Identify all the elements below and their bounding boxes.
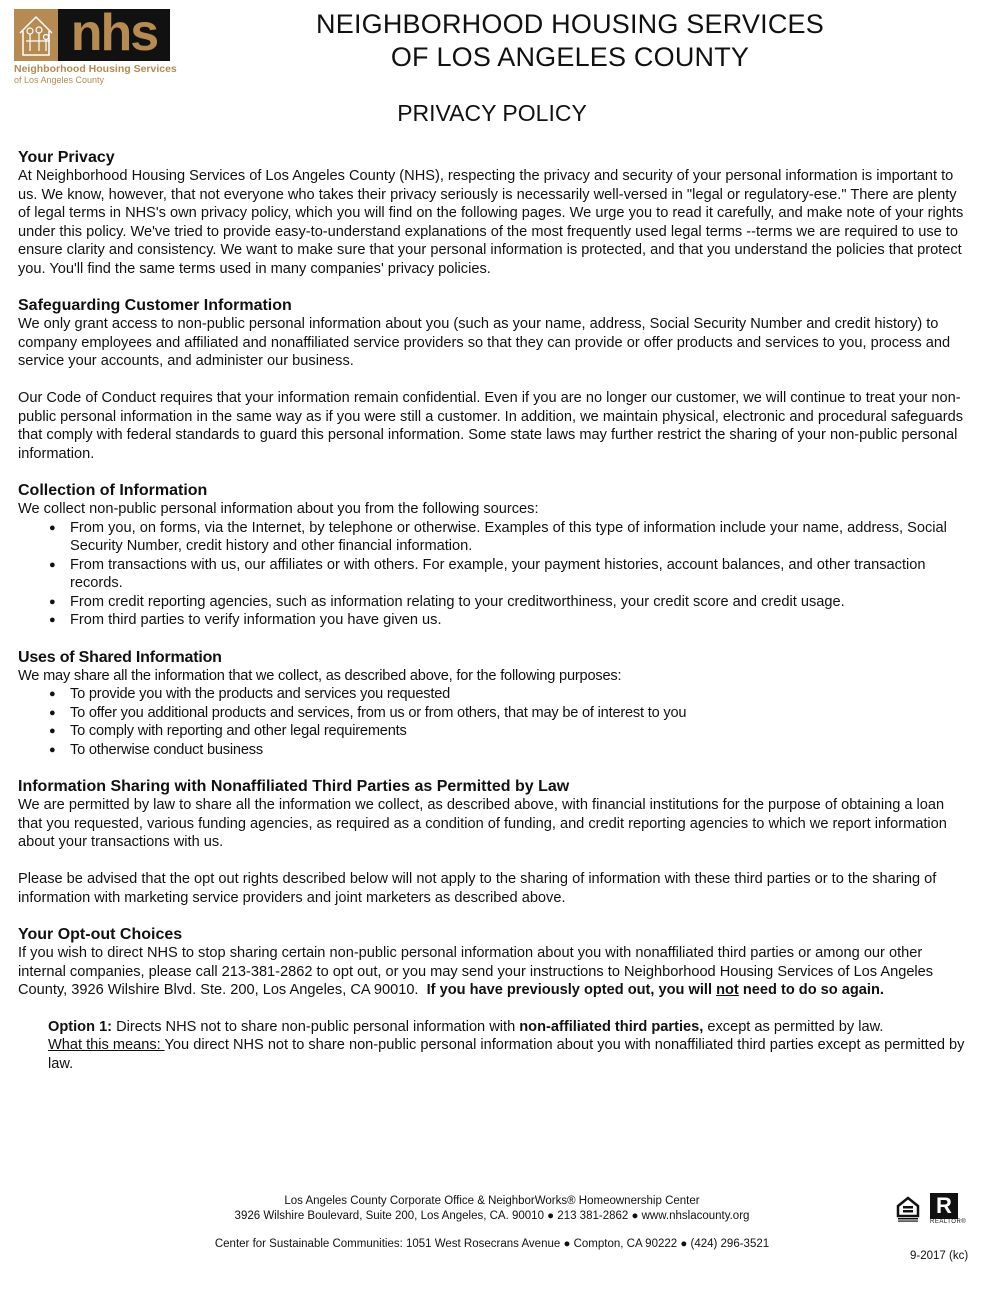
section-your-privacy: [18, 148, 968, 278]
nhs-logo: [14, 4, 177, 85]
section-opt-out: [18, 925, 968, 1073]
page-footer: [190, 1194, 794, 1252]
document-title: PRIVACY POLICY: [397, 100, 587, 126]
org-title-line2: OF LOS ANGELES COUNTY: [390, 42, 750, 72]
section-heading: Safeguarding Customer Information: [18, 297, 292, 314]
footer-office: Los Angeles County Corporate Office & NeighborWorks® Homeownership Center: [284, 1195, 700, 1207]
revision-code: 9-2017 (kc): [910, 1250, 969, 1262]
logo-org-name: Neighborhood Housing Services: [14, 63, 177, 75]
logo-wordmark: nhs: [58, 9, 170, 61]
section-safeguarding: [18, 296, 968, 463]
section-collection: [18, 481, 968, 630]
opt-out-option-1: Option 1: Directs NHS not to share non-public personal information with non-affiliated third parties, except as permitted by law. What this means: You direct NHS not to share non-public personal information about you with nonaffiliated third parties except as permitted by law.: [48, 1018, 965, 1072]
what-this-means-label: What this means:: [48, 1037, 165, 1053]
list-item: ● To comply with reporting and other legal requirements: [70, 722, 968, 741]
section-heading: Information Sharing with Nonaffiliated Third Parties as Permitted by Law: [18, 778, 570, 795]
section-heading: Your Opt-out Choices: [18, 926, 183, 943]
section-intro: We collect non-public personal information about you from the following sources:: [18, 501, 539, 517]
list-item: ● From third parties to verify information you have given us.: [70, 611, 968, 630]
section-heading: Collection of Information: [18, 482, 208, 499]
policy-content: [18, 148, 968, 1091]
footer-center: Center for Sustainable Communities: 1051 West Rosecrans Avenue ● Compton, CA 90222 ● (424) 296-3521: [214, 1238, 770, 1250]
section-sharing: [18, 777, 968, 907]
section-body: At Neighborhood Housing Services of Los Angeles County (NHS), respecting the privacy and security of your personal information is important to us. We know, however, that not everyone who takes their privacy seriously is necessarily well-versed in "legal or regulatory-ese." There are plenty of legal terms in NHS's own privacy policy, which you will find on the following pages. We urge you to read it carefully, and make note of your rights under this policy. We've tried to provide easy-to-understand explanations of the most frequently used legal terms --terms we are required to use to ensure clarity and consistency. We want to make sure that your personal information is protected, and that you understand the policies that protect you. You'll find the same terms used in many companies' privacy policies.: [18, 168, 964, 277]
section-intro: We may share all the information that we collect, as described above, for the following purposes:: [18, 667, 622, 684]
section-heading: Your Privacy: [18, 149, 115, 166]
section-heading: Uses of Shared Information: [18, 648, 222, 666]
opt-out-instructions: If you wish to direct NHS to stop sharing certain non-public personal information about you with nonaffiliated third parties or among our other internal companies, please call 213-381-2862 to opt out, or you may send your instructions to Neighborhood Housing Services of Los Angeles County, 3926 Wilshire Blvd. Ste. 200, Los Angeles, CA 90010.: [18, 945, 934, 998]
list-item: ● From transactions with us, our affiliates or with others. For example, your payment histories, account balances, and other transaction records.: [70, 556, 968, 593]
logo-org-region: of Los Angeles County: [14, 75, 105, 85]
footer-address: 3926 Wilshire Boulevard, Suite 200, Los Angeles, CA. 90010 ● 213 381-2862 ● www.nhslacounty.org: [234, 1210, 750, 1222]
section-body: We are permitted by law to share all the information we collect, as described above, with financial institutions for the purpose of obtaining a loan that you requested, various funding agencies, as required as a condition of funding, and credit reporting agencies to which we report information about your transactions with us.: [18, 797, 947, 850]
section-body: Please be advised that the opt out rights described below will not apply to the sharing of information with these third parties or to the sharing of information with marketing service providers and joint marketers as described above.: [18, 871, 937, 906]
uses-list: [18, 685, 968, 759]
realtor-label: REALTOR®: [930, 1219, 967, 1225]
list-item: ● To offer you additional products and services, from us or from others, that may be of interest to you: [70, 704, 968, 723]
list-item: ● From credit reporting agencies, such as information relating to your creditworthiness, your credit score and credit usage.: [70, 593, 968, 612]
what-this-means-text: You direct NHS not to share non-public personal information about you with nonaffiliated third parties except as permitted by law.: [48, 1037, 965, 1072]
organization-title: [300, 8, 840, 74]
realtor-logo: [930, 1193, 967, 1225]
collection-list: [18, 519, 968, 630]
list-item: ● To provide you with the products and services you requested: [70, 685, 968, 704]
house-family-icon: [14, 9, 58, 61]
equal-housing-opportunity-icon: [896, 1196, 920, 1222]
list-item: ● To otherwise conduct business: [70, 741, 968, 760]
opt-out-note: If you have previously opted out, you will not need to do so again.: [426, 982, 884, 998]
realtor-r-icon: R: [930, 1193, 958, 1219]
section-body: We only grant access to non-public personal information about you (such as your name, address, Social Security Number and credit history) to company employees and affiliated and nonaffiliated service providers so that they can provide or offer products and services to you, process and service your accounts, and administer our business.: [18, 316, 951, 369]
list-item: ● From you, on forms, via the Internet, by telephone or otherwise. Examples of this type of information include your name, address, Social Security Number, credit history and other financial information.: [70, 519, 968, 556]
org-title-line1: NEIGHBORHOOD HOUSING SERVICES: [316, 9, 824, 39]
option-label: Option 1:: [48, 1018, 113, 1035]
section-uses: [18, 648, 968, 760]
section-body: [18, 944, 968, 1000]
section-body: Our Code of Conduct requires that your information remain confidential. Even if you are no longer our customer, we will continue to treat your non-public personal information in the same way as if you were still a customer. In addition, we maintain physical, electronic and procedural safeguards that comply with federal standards to guard this personal information. Some state laws may further restrict the sharing of your non-public personal information.: [18, 390, 964, 462]
